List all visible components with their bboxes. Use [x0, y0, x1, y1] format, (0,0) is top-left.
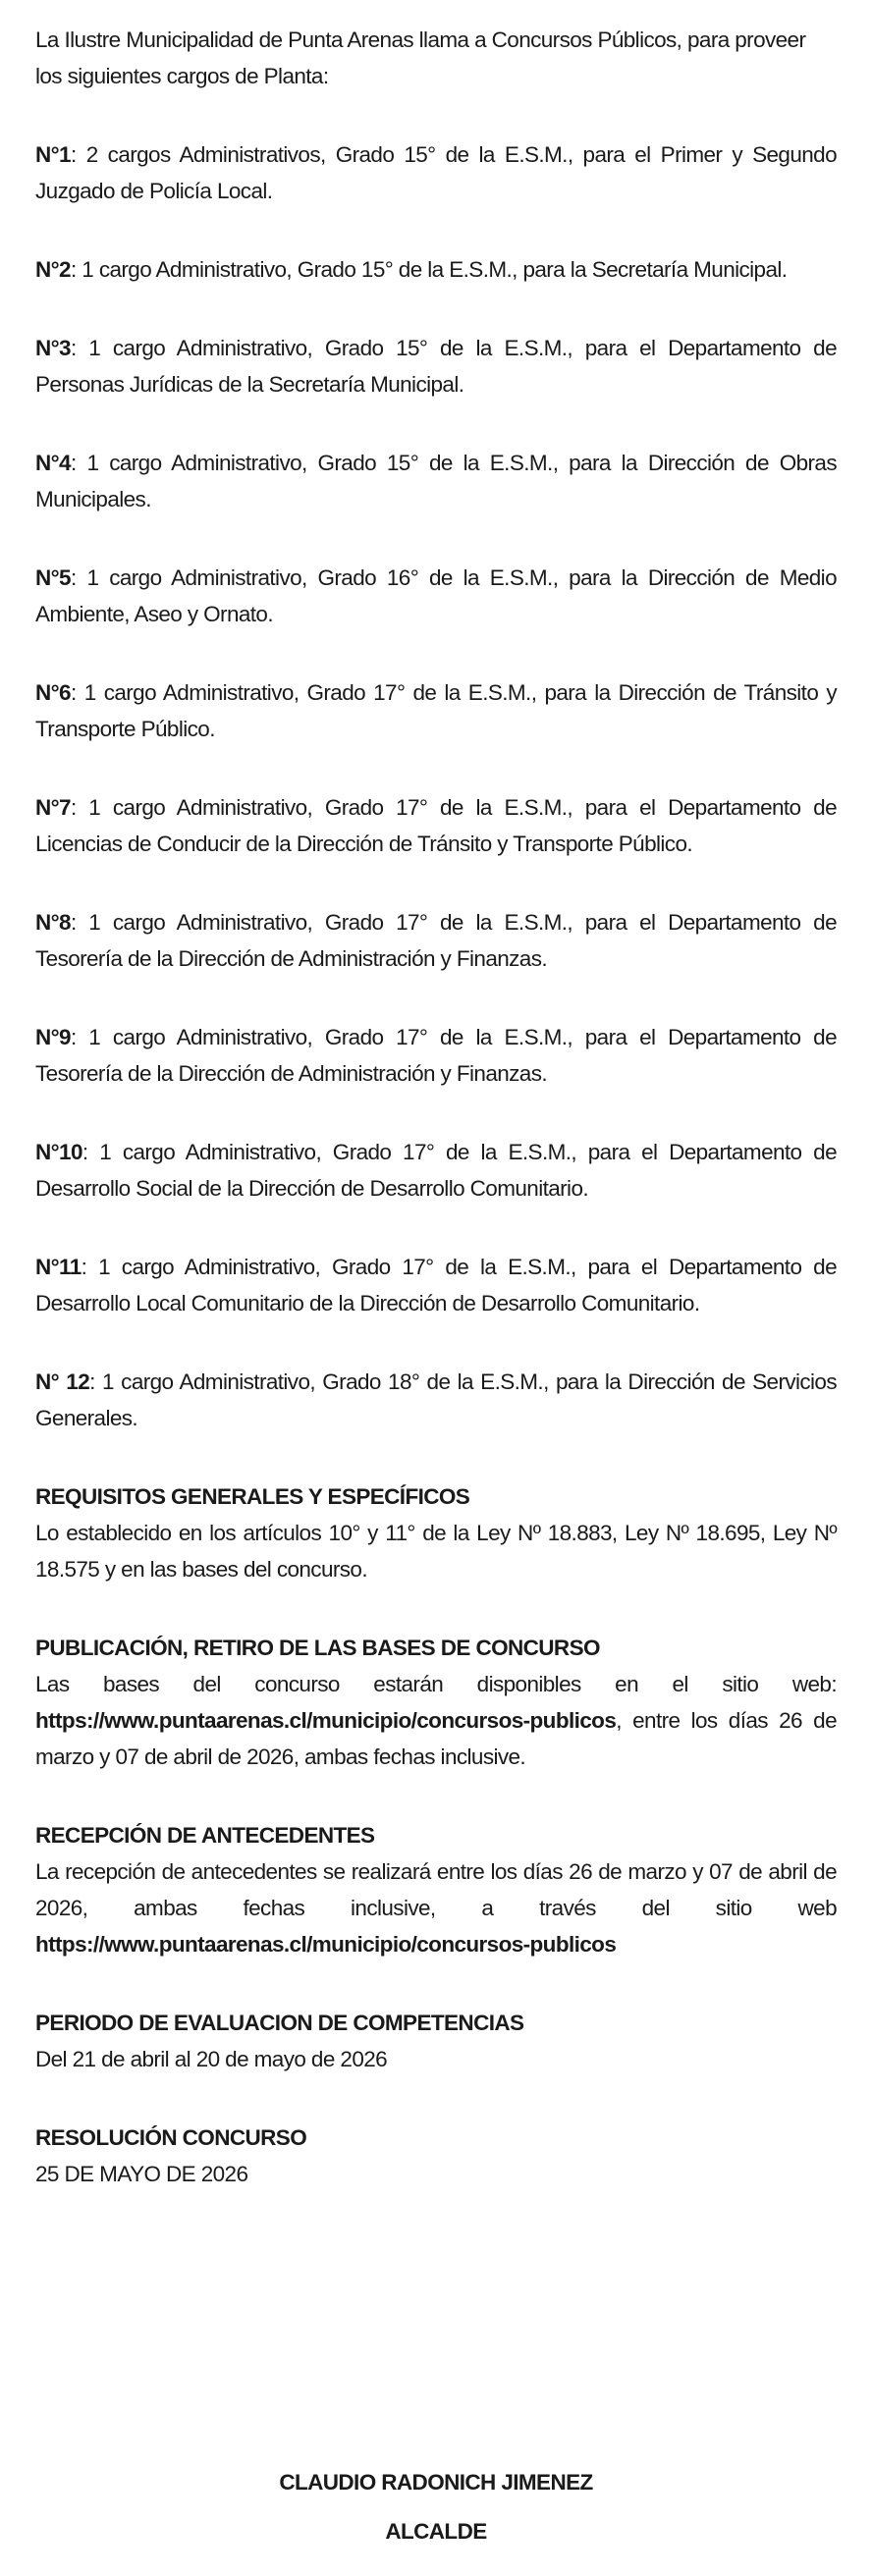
position-number: N°8: [35, 910, 71, 935]
signature-role: ALCALDE: [385, 2519, 487, 2544]
position-item: [35, 1134, 837, 1207]
position-description: : 1 cargo Administrativo, Grado 17° de la E.S.M., para el Departamento de Desarrollo Local Comunitario de la Dirección de Desarrollo Comunitario.: [35, 1255, 837, 1315]
reception-url-link[interactable]: https://www.puntaarenas.cl/municipio/concursos-publicos: [35, 1932, 617, 1957]
evaluation-title: PERIODO DE EVALUACION DE COMPETENCIAS: [35, 2011, 524, 2035]
position-item: [35, 136, 837, 209]
position-number: N°6: [35, 680, 71, 705]
position-item: [35, 674, 837, 747]
position-description: : 1 cargo Administrativo, Grado 18° de la E.S.M., para la Dirección de Servicios Generales.: [35, 1369, 837, 1430]
position-item: [35, 445, 837, 517]
intro-paragraph: La Ilustre Municipalidad de Punta Arenas llama a Concursos Públicos, para proveer los siguientes cargos de Planta:: [35, 27, 806, 88]
publication-text: Las bases del concurso estarán disponibles en el sitio web:: [35, 1672, 837, 1696]
position-item: [35, 1249, 837, 1321]
position-description: : 1 cargo Administrativo, Grado 15° de la E.S.M., para el Departamento de Personas Jurídicas de la Secretaría Municipal.: [35, 336, 837, 397]
position-description: : 1 cargo Administrativo, Grado 17° de la E.S.M., para el Departamento de Licencias de Conducir de la Dirección de Tránsito y Transporte Público.: [35, 795, 837, 856]
position-item: [35, 251, 837, 288]
position-number: N°2: [35, 257, 71, 282]
position-item: [35, 1364, 837, 1436]
position-number: N°9: [35, 1025, 71, 1049]
position-description: : 1 cargo Administrativo, Grado 17° de la E.S.M., para el Departamento de Desarrollo Social de la Dirección de Desarrollo Comunitario.: [35, 1140, 837, 1201]
signature-name: CLAUDIO RADONICH JIMENEZ: [279, 2470, 593, 2495]
position-description: : 1 cargo Administrativo, Grado 15° de la E.S.M., para la Secretaría Municipal.: [70, 257, 788, 282]
resolution-title: RESOLUCIÓN CONCURSO: [35, 2125, 307, 2150]
position-number: N°1: [35, 142, 71, 167]
requirements-title: REQUISITOS GENERALES Y ESPECÍFICOS: [35, 1484, 470, 1509]
evaluation-text: Del 21 de abril al 20 de mayo de 2026: [35, 2047, 388, 2071]
requirements-section: [35, 1478, 837, 1587]
position-number: N°11: [35, 1255, 82, 1279]
reception-title: RECEPCIÓN DE ANTECEDENTES: [35, 1823, 375, 1848]
position-number: N° 12: [35, 1369, 90, 1394]
position-item: [35, 330, 837, 402]
publication-url-link[interactable]: https://www.puntaarenas.cl/municipio/concursos-publicos: [35, 1708, 617, 1733]
resolution-section: [35, 2120, 837, 2192]
position-description: : 1 cargo Administrativo, Grado 17° de la E.S.M., para la Dirección de Tránsito y Transporte Público.: [35, 680, 837, 741]
document-body: [35, 22, 837, 2234]
reception-text: La recepción de antecedentes se realizará entre los días 26 de marzo y 07 de abril de 2026, ambas fechas inclusive, a través del sitio web: [35, 1859, 837, 1920]
position-description: : 1 cargo Administrativo, Grado 17° de la E.S.M., para el Departamento de Tesorería de la Dirección de Administración y Finanzas.: [35, 1025, 837, 1086]
position-description: : 2 cargos Administrativos, Grado 15° de la E.S.M., para el Primer y Segundo Juzgado de Policía Local.: [35, 142, 837, 203]
evaluation-section: [35, 2005, 837, 2077]
position-description: : 1 cargo Administrativo, Grado 15° de la E.S.M., para la Dirección de Obras Municipales.: [35, 451, 837, 511]
publication-section: [35, 1630, 837, 1775]
reception-section: [35, 1817, 837, 1962]
position-number: N°3: [35, 336, 71, 360]
position-description: : 1 cargo Administrativo, Grado 16° de la E.S.M., para la Dirección de Medio Ambiente, Aseo y Ornato.: [35, 565, 837, 626]
position-number: N°10: [35, 1140, 82, 1164]
publication-text-end: , entre los días 26 de marzo y 07 de abril de 2026, ambas fechas inclusive.: [35, 1708, 837, 1769]
position-number: N°7: [35, 795, 71, 820]
position-number: N°4: [35, 451, 71, 475]
requirements-text: Lo establecido en los artículos 10° y 11° de la Ley Nº 18.883, Ley Nº 18.695, Ley Nº 18.575 y en las bases del concurso.: [35, 1521, 837, 1582]
position-item: [35, 560, 837, 632]
position-item: [35, 789, 837, 862]
position-item: [35, 904, 837, 977]
position-item: [35, 1019, 837, 1092]
position-number: N°5: [35, 565, 71, 590]
publication-title: PUBLICACIÓN, RETIRO DE LAS BASES DE CONCURSO: [35, 1636, 600, 1660]
position-description: : 1 cargo Administrativo, Grado 17° de la E.S.M., para el Departamento de Tesorería de la Dirección de Administración y Finanzas.: [35, 910, 837, 971]
positions-list: [35, 136, 837, 1436]
resolution-text: 25 DE MAYO DE 2026: [35, 2162, 248, 2186]
